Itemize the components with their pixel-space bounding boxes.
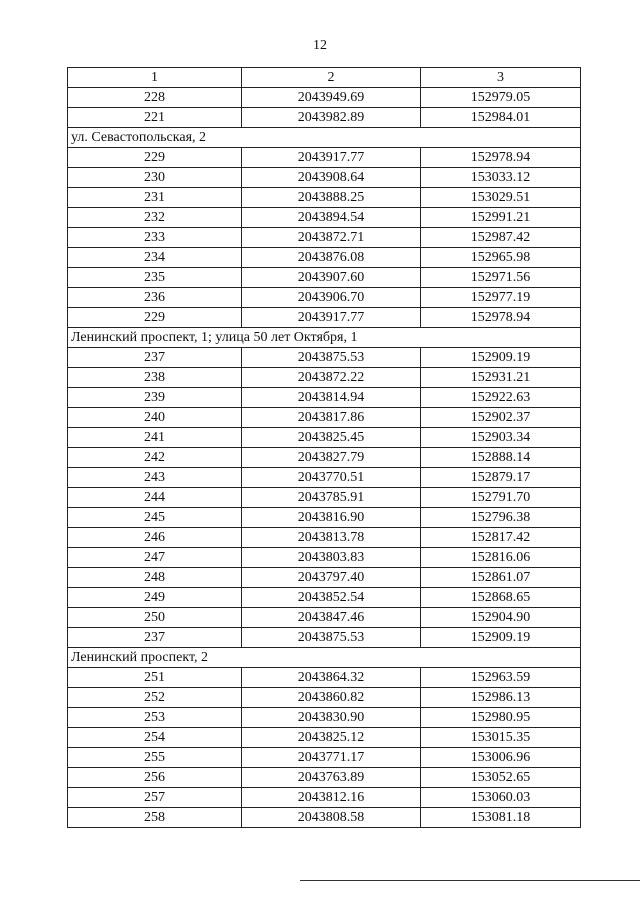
coordinates-table: [67, 67, 581, 828]
point-number-cell: 244: [68, 488, 242, 508]
y-coordinate-cell: 152991.21: [421, 208, 581, 228]
page-number: 12: [313, 38, 327, 53]
table-row: [68, 748, 581, 768]
y-coordinate-cell: 152986.13: [421, 688, 581, 708]
y-coordinate-cell: 152980.95: [421, 708, 581, 728]
point-number-cell: 232: [68, 208, 242, 228]
x-coordinate-cell: 2043808.58: [242, 808, 421, 828]
point-number-cell: 246: [68, 528, 242, 548]
table-row: [68, 568, 581, 588]
y-coordinate-cell: 152791.70: [421, 488, 581, 508]
point-number-cell: 258: [68, 808, 242, 828]
y-coordinate-cell: 152904.90: [421, 608, 581, 628]
point-number-cell: 248: [68, 568, 242, 588]
point-number-cell: 233: [68, 228, 242, 248]
point-number-cell: 249: [68, 588, 242, 608]
point-number-cell: 251: [68, 668, 242, 688]
table-row: [68, 488, 581, 508]
table-row: [68, 168, 581, 188]
x-coordinate-cell: 2043827.79: [242, 448, 421, 468]
point-number-cell: 253: [68, 708, 242, 728]
table-row: [68, 388, 581, 408]
table-row: [68, 448, 581, 468]
section-title: Ленинский проспект, 2: [68, 648, 581, 668]
y-coordinate-cell: 152965.98: [421, 248, 581, 268]
x-coordinate-cell: 2043825.45: [242, 428, 421, 448]
x-coordinate-cell: 2043763.89: [242, 768, 421, 788]
y-coordinate-cell: 152888.14: [421, 448, 581, 468]
point-number-cell: 254: [68, 728, 242, 748]
point-number-cell: 252: [68, 688, 242, 708]
y-coordinate-cell: 153033.12: [421, 168, 581, 188]
table-row: [68, 528, 581, 548]
table-row: [68, 808, 581, 828]
x-coordinate-cell: 2043813.78: [242, 528, 421, 548]
section-row: [68, 128, 581, 148]
x-coordinate-cell: 2043876.08: [242, 248, 421, 268]
table-row: [68, 688, 581, 708]
point-number-cell: 241: [68, 428, 242, 448]
y-coordinate-cell: 153006.96: [421, 748, 581, 768]
table-row: [68, 708, 581, 728]
table-row: [68, 268, 581, 288]
x-coordinate-cell: 2043875.53: [242, 628, 421, 648]
table-row: [68, 508, 581, 528]
x-coordinate-cell: 2043907.60: [242, 268, 421, 288]
section-title: ул. Севастопольская, 2: [68, 128, 581, 148]
x-coordinate-cell: 2043847.46: [242, 608, 421, 628]
table-row: [68, 408, 581, 428]
column-header-3: 3: [421, 68, 581, 88]
y-coordinate-cell: 152796.38: [421, 508, 581, 528]
table-row: [68, 628, 581, 648]
point-number-cell: 242: [68, 448, 242, 468]
y-coordinate-cell: 152979.05: [421, 88, 581, 108]
table-row: [68, 108, 581, 128]
x-coordinate-cell: 2043864.32: [242, 668, 421, 688]
x-coordinate-cell: 2043875.53: [242, 348, 421, 368]
y-coordinate-cell: 152817.42: [421, 528, 581, 548]
table-row: [68, 88, 581, 108]
table-row: [68, 608, 581, 628]
point-number-cell: 231: [68, 188, 242, 208]
x-coordinate-cell: 2043888.25: [242, 188, 421, 208]
x-coordinate-cell: 2043860.82: [242, 688, 421, 708]
x-coordinate-cell: 2043830.90: [242, 708, 421, 728]
x-coordinate-cell: 2043872.71: [242, 228, 421, 248]
table-row: [68, 428, 581, 448]
x-coordinate-cell: 2043872.22: [242, 368, 421, 388]
coordinates-table-body: [68, 68, 581, 828]
point-number-cell: 236: [68, 288, 242, 308]
point-number-cell: 243: [68, 468, 242, 488]
point-number-cell: 237: [68, 628, 242, 648]
y-coordinate-cell: 153081.18: [421, 808, 581, 828]
x-coordinate-cell: 2043770.51: [242, 468, 421, 488]
y-coordinate-cell: 152977.19: [421, 288, 581, 308]
x-coordinate-cell: 2043908.64: [242, 168, 421, 188]
table-row: [68, 228, 581, 248]
table-row: [68, 668, 581, 688]
x-coordinate-cell: 2043785.91: [242, 488, 421, 508]
x-coordinate-cell: 2043825.12: [242, 728, 421, 748]
y-coordinate-cell: 152903.34: [421, 428, 581, 448]
y-coordinate-cell: 152816.06: [421, 548, 581, 568]
point-number-cell: 229: [68, 308, 242, 328]
x-coordinate-cell: 2043917.77: [242, 148, 421, 168]
table-row: [68, 468, 581, 488]
table-row: [68, 148, 581, 168]
table-row: [68, 768, 581, 788]
x-coordinate-cell: 2043816.90: [242, 508, 421, 528]
point-number-cell: 228: [68, 88, 242, 108]
y-coordinate-cell: 152909.19: [421, 628, 581, 648]
y-coordinate-cell: 153015.35: [421, 728, 581, 748]
y-coordinate-cell: 152978.94: [421, 308, 581, 328]
y-coordinate-cell: 152984.01: [421, 108, 581, 128]
table-row: [68, 188, 581, 208]
x-coordinate-cell: 2043894.54: [242, 208, 421, 228]
x-coordinate-cell: 2043771.17: [242, 748, 421, 768]
x-coordinate-cell: 2043852.54: [242, 588, 421, 608]
y-coordinate-cell: 152978.94: [421, 148, 581, 168]
x-coordinate-cell: 2043814.94: [242, 388, 421, 408]
point-number-cell: 230: [68, 168, 242, 188]
y-coordinate-cell: 152922.63: [421, 388, 581, 408]
x-coordinate-cell: 2043812.16: [242, 788, 421, 808]
x-coordinate-cell: 2043803.83: [242, 548, 421, 568]
point-number-cell: 240: [68, 408, 242, 428]
table-row: [68, 248, 581, 268]
point-number-cell: 229: [68, 148, 242, 168]
y-coordinate-cell: 152931.21: [421, 368, 581, 388]
table-row: [68, 548, 581, 568]
x-coordinate-cell: 2043817.86: [242, 408, 421, 428]
point-number-cell: 234: [68, 248, 242, 268]
section-row: [68, 328, 581, 348]
point-number-cell: 221: [68, 108, 242, 128]
point-number-cell: 235: [68, 268, 242, 288]
y-coordinate-cell: 152868.65: [421, 588, 581, 608]
y-coordinate-cell: 152971.56: [421, 268, 581, 288]
footer-rule: [300, 880, 640, 881]
point-number-cell: 245: [68, 508, 242, 528]
table-row: [68, 308, 581, 328]
section-title: Ленинский проспект, 1; улица 50 лет Октября, 1: [68, 328, 581, 348]
y-coordinate-cell: 153029.51: [421, 188, 581, 208]
point-number-cell: 256: [68, 768, 242, 788]
x-coordinate-cell: 2043906.70: [242, 288, 421, 308]
x-coordinate-cell: 2043949.69: [242, 88, 421, 108]
point-number-cell: 247: [68, 548, 242, 568]
point-number-cell: 255: [68, 748, 242, 768]
point-number-cell: 238: [68, 368, 242, 388]
table-row: [68, 348, 581, 368]
section-row: [68, 648, 581, 668]
table-row: [68, 788, 581, 808]
table-row: [68, 368, 581, 388]
y-coordinate-cell: 152879.17: [421, 468, 581, 488]
x-coordinate-cell: 2043982.89: [242, 108, 421, 128]
table-row: [68, 588, 581, 608]
table-row: [68, 288, 581, 308]
column-header-1: 1: [68, 68, 242, 88]
y-coordinate-cell: 153060.03: [421, 788, 581, 808]
table-header-row: [68, 68, 581, 88]
y-coordinate-cell: 152909.19: [421, 348, 581, 368]
y-coordinate-cell: 153052.65: [421, 768, 581, 788]
x-coordinate-cell: 2043797.40: [242, 568, 421, 588]
table-row: [68, 208, 581, 228]
point-number-cell: 237: [68, 348, 242, 368]
x-coordinate-cell: 2043917.77: [242, 308, 421, 328]
y-coordinate-cell: 152902.37: [421, 408, 581, 428]
y-coordinate-cell: 152963.59: [421, 668, 581, 688]
point-number-cell: 257: [68, 788, 242, 808]
point-number-cell: 239: [68, 388, 242, 408]
column-header-2: 2: [242, 68, 421, 88]
point-number-cell: 250: [68, 608, 242, 628]
y-coordinate-cell: 152987.42: [421, 228, 581, 248]
y-coordinate-cell: 152861.07: [421, 568, 581, 588]
table-row: [68, 728, 581, 748]
